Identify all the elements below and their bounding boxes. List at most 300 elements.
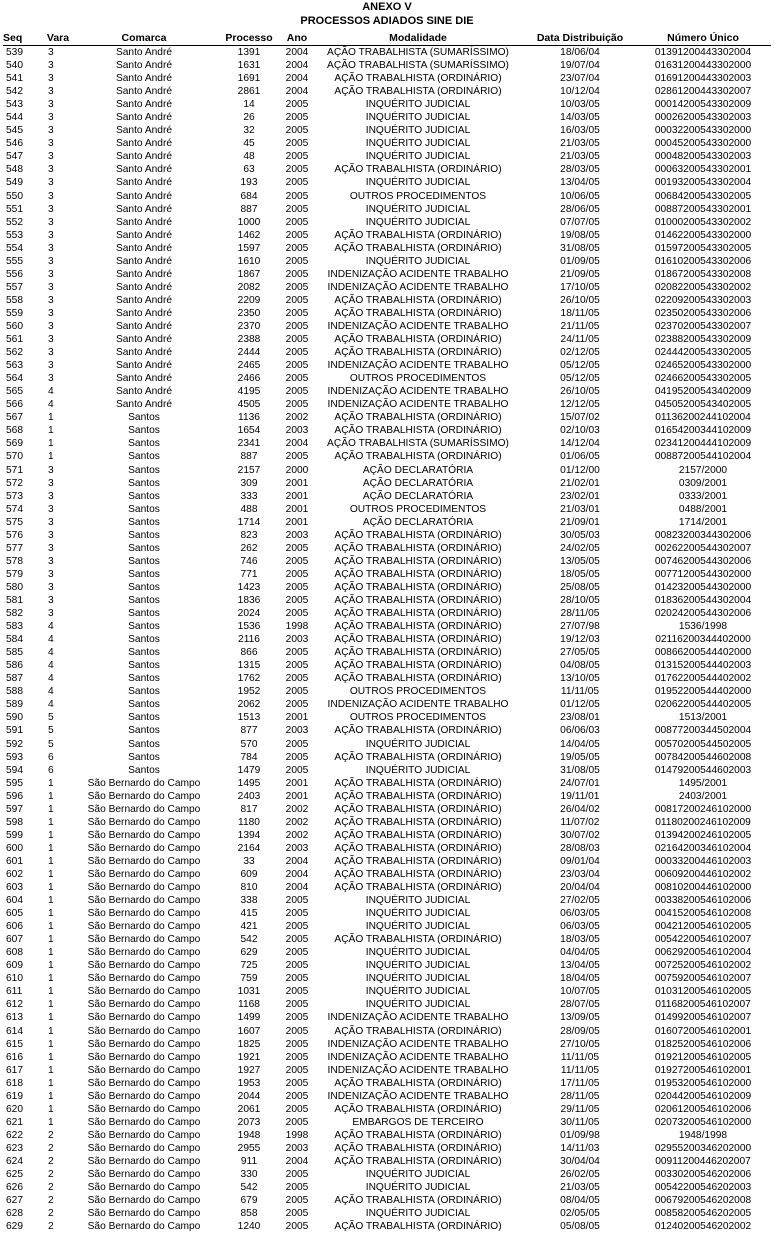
cell-vara: 1 [48, 1064, 54, 1076]
annex-title: ANEXO V [362, 1, 412, 13]
cell-seq: 611 [6, 986, 23, 998]
cell-comarca: Santos [128, 477, 160, 489]
cell-ano: 2005 [285, 1182, 309, 1194]
table-row [3, 555, 771, 568]
column-header-numero-unico: Número Único [667, 32, 739, 44]
cell-data-distribuicao: 13/09/05 [560, 1012, 600, 1024]
cell-numero-unico: 01867200543302008 [654, 268, 752, 280]
annex-subtitle: PROCESSOS ADIADOS SINE DIE [300, 15, 474, 27]
cell-data-distribuicao: 27/02/05 [560, 895, 600, 907]
cell-data-distribuicao: 04/08/05 [560, 660, 600, 672]
cell-comarca: Santo André [115, 281, 173, 293]
cell-seq: 606 [6, 921, 23, 933]
cell-data-distribuicao: 21/09/05 [560, 268, 600, 280]
cell-processo: 2955 [237, 1142, 261, 1154]
cell-comarca: São Bernardo do Campo [87, 1221, 201, 1233]
cell-modalidade: INQUÉRITO JUDICIAL [365, 216, 471, 228]
cell-ano: 2005 [285, 399, 309, 411]
cell-modalidade: AÇÃO TRABALHISTA (ORDINÁRIO) [334, 934, 502, 946]
cell-numero-unico: 01952200544402000 [654, 686, 752, 698]
cell-ano: 2001 [285, 490, 309, 502]
table-row [3, 803, 771, 816]
cell-data-distribuicao: 21/03/05 [560, 1182, 600, 1194]
cell-vara: 4 [48, 621, 54, 633]
cell-seq: 604 [6, 895, 23, 907]
cell-numero-unico: 02465200543302000 [654, 360, 752, 372]
cell-vara: 3 [48, 529, 54, 541]
cell-numero-unico: 01240200546202002 [654, 1221, 752, 1233]
cell-numero-unico: 00542200546102007 [654, 934, 752, 946]
cell-seq: 616 [6, 1051, 23, 1063]
cell-comarca: São Bernardo do Campo [87, 1090, 201, 1102]
cell-numero-unico: 00415200546102008 [654, 908, 752, 920]
cell-vara: 2 [48, 1208, 54, 1220]
cell-ano: 2005 [285, 986, 309, 998]
cell-data-distribuicao: 25/08/05 [560, 581, 600, 593]
cell-numero-unico: 01423200544302000 [654, 581, 752, 593]
cell-modalidade: AÇÃO TRABALHISTA (ORDINÁRIO) [334, 660, 502, 672]
cell-modalidade: OUTROS PROCEDIMENTOS [349, 686, 487, 698]
table-row [3, 646, 771, 659]
cell-ano: 2001 [285, 777, 309, 789]
cell-processo: 14 [243, 99, 255, 111]
cell-ano: 2000 [285, 464, 309, 476]
table-row [3, 998, 771, 1011]
cell-data-distribuicao: 28/07/05 [560, 999, 600, 1011]
cell-numero-unico: 00823200344302006 [654, 529, 752, 541]
cell-modalidade: AÇÃO TRABALHISTA (ORDINÁRIO) [334, 1103, 502, 1115]
cell-data-distribuicao: 05/12/05 [560, 360, 600, 372]
cell-vara: 5 [48, 738, 54, 750]
cell-modalidade: AÇÃO TRABALHISTA (ORDINÁRIO) [334, 882, 502, 894]
cell-modalidade: OUTROS PROCEDIMENTOS [349, 503, 487, 515]
table-row [3, 529, 771, 542]
cell-data-distribuicao: 09/01/04 [560, 855, 600, 867]
cell-ano: 2005 [285, 1051, 309, 1063]
cell-ano: 2005 [285, 594, 309, 606]
cell-processo: 2403 [237, 790, 261, 802]
cell-vara: 3 [48, 334, 54, 346]
cell-processo: 759 [240, 973, 258, 985]
cell-data-distribuicao: 21/03/05 [560, 138, 600, 150]
cell-processo: 570 [240, 738, 258, 750]
cell-seq: 579 [6, 568, 23, 580]
cell-comarca: Santos [128, 634, 160, 646]
cell-ano: 2001 [285, 790, 309, 802]
cell-modalidade: AÇÃO TRABALHISTA (ORDINÁRIO) [334, 1025, 502, 1037]
cell-modalidade: AÇÃO TRABALHISTA (ORDINÁRIO) [334, 1195, 502, 1207]
cell-vara: 3 [48, 490, 54, 502]
cell-numero-unico: 01836200544302004 [654, 594, 752, 606]
cell-processo: 542 [240, 934, 258, 946]
cell-vara: 3 [48, 216, 54, 228]
cell-seq: 623 [6, 1142, 23, 1154]
cell-comarca: São Bernardo do Campo [87, 829, 201, 841]
cell-processo: 2073 [237, 1116, 261, 1128]
cell-modalidade: INQUÉRITO JUDICIAL [365, 255, 471, 267]
cell-modalidade: AÇÃO TRABALHISTA (ORDINÁRIO) [334, 242, 502, 254]
cell-comarca: São Bernardo do Campo [87, 855, 201, 867]
cell-modalidade: AÇÃO TRABALHISTA (ORDINÁRIO) [334, 829, 502, 841]
table-row [3, 346, 771, 359]
cell-data-distribuicao: 05/08/05 [560, 1221, 600, 1233]
cell-modalidade: INDENIZAÇÃO ACIDENTE TRABALHO [327, 268, 509, 280]
cell-seq: 602 [6, 868, 23, 880]
cell-numero-unico: 02164200346102004 [654, 842, 752, 854]
cell-data-distribuicao: 21/09/01 [560, 516, 600, 528]
table-row [3, 751, 771, 764]
cell-processo: 4505 [237, 399, 261, 411]
cell-data-distribuicao: 06/03/05 [560, 908, 600, 920]
cell-seq: 543 [6, 99, 23, 111]
cell-data-distribuicao: 23/02/01 [560, 490, 600, 502]
cell-processo: 1714 [237, 516, 261, 528]
cell-data-distribuicao: 13/05/05 [560, 555, 600, 567]
cell-seq: 629 [6, 1221, 23, 1233]
table-row [3, 1077, 771, 1090]
cell-comarca: Santo André [115, 242, 173, 254]
cell-vara: 3 [48, 229, 54, 241]
cell-vara: 3 [48, 542, 54, 554]
cell-data-distribuicao: 26/10/05 [560, 386, 600, 398]
cell-vara: 1 [48, 1077, 54, 1089]
cell-data-distribuicao: 01/09/98 [560, 1129, 600, 1141]
table-row [3, 294, 771, 307]
cell-ano: 2001 [285, 503, 309, 515]
cell-processo: 1168 [238, 999, 260, 1011]
cell-processo: 2444 [237, 347, 261, 359]
cell-processo: 2350 [237, 307, 261, 319]
cell-data-distribuicao: 26/10/05 [560, 294, 600, 306]
cell-data-distribuicao: 05/12/05 [560, 373, 600, 385]
cell-ano: 2005 [285, 999, 309, 1011]
cell-comarca: Santo André [115, 229, 173, 241]
cell-processo: 542 [240, 1182, 258, 1194]
cell-seq: 584 [6, 634, 23, 646]
table-row [3, 411, 771, 424]
cell-numero-unico: 02044200546102009 [654, 1090, 752, 1102]
table-row [3, 764, 771, 777]
cell-ano: 2005 [285, 1169, 309, 1181]
table-row [3, 907, 771, 920]
cell-modalidade: INDENIZAÇÃO ACIDENTE TRABALHO [327, 386, 509, 398]
cell-vara: 3 [48, 177, 54, 189]
cell-modalidade: AÇÃO TRABALHISTA (ORDINÁRIO) [334, 529, 502, 541]
cell-ano: 2005 [285, 321, 309, 332]
cell-ano: 2005 [285, 542, 309, 554]
cell-numero-unico: 00810200446102000 [654, 882, 752, 894]
cell-vara: 3 [48, 255, 54, 267]
cell-data-distribuicao: 13/04/05 [560, 177, 600, 189]
cell-ano: 2005 [285, 660, 309, 672]
cell-ano: 2005 [285, 451, 309, 463]
cell-processo: 1462 [237, 229, 261, 241]
cell-comarca: São Bernardo do Campo [87, 1156, 201, 1167]
cell-data-distribuicao: 13/10/05 [560, 673, 600, 685]
cell-comarca: Santos [128, 438, 160, 450]
cell-comarca: Santo André [115, 373, 173, 385]
cell-numero-unico: 02955200346202000 [654, 1142, 752, 1154]
cell-comarca: Santo André [115, 294, 173, 306]
table-row [3, 85, 771, 98]
cell-ano: 2001 [285, 516, 309, 528]
cell-numero-unico: 02116200344402000 [655, 634, 751, 646]
table-row [3, 359, 771, 372]
cell-processo: 1631 [237, 60, 261, 72]
cell-ano: 2002 [285, 829, 309, 841]
cell-numero-unico: 00784200544602008 [654, 751, 752, 763]
cell-numero-unico: 02024200544302006 [654, 608, 752, 620]
table-row [3, 985, 771, 998]
cell-processo: 33 [243, 855, 255, 867]
cell-processo: 2062 [237, 699, 261, 711]
cell-numero-unico: 01654200344102009 [654, 425, 752, 437]
cell-numero-unico: 01031200546102005 [654, 986, 752, 998]
table-row [3, 281, 771, 294]
cell-vara: 3 [48, 112, 54, 124]
cell-vara: 3 [48, 125, 54, 137]
cell-comarca: Santos [128, 464, 160, 476]
cell-comarca: Santos [128, 451, 160, 463]
cell-processo: 26 [243, 112, 255, 124]
cell-ano: 2005 [285, 699, 309, 711]
table-row [3, 790, 771, 803]
cell-ano: 2003 [285, 529, 309, 541]
cell-seq: 592 [6, 738, 23, 750]
cell-modalidade: AÇÃO TRABALHISTA (ORDINÁRIO) [334, 425, 502, 437]
cell-seq: 568 [6, 425, 23, 437]
cell-seq: 624 [6, 1156, 23, 1167]
cell-numero-unico: 01597200543302005 [654, 242, 752, 254]
cell-vara: 3 [48, 242, 54, 254]
cell-ano: 2005 [285, 764, 309, 776]
cell-numero-unico: 01499200546102007 [654, 1012, 752, 1024]
table-row [3, 307, 771, 320]
cell-comarca: Santo André [115, 112, 173, 124]
table-row [3, 398, 771, 411]
cell-vara: 3 [48, 608, 54, 620]
cell-data-distribuicao: 23/03/04 [560, 868, 600, 880]
cell-processo: 1654 [237, 425, 261, 437]
cell-seq: 557 [6, 281, 23, 293]
cell-ano: 2003 [285, 725, 309, 737]
cell-comarca: Santos [128, 699, 160, 711]
cell-seq: 627 [6, 1195, 23, 1207]
cell-comarca: São Bernardo do Campo [87, 1012, 201, 1024]
cell-processo: 1391 [237, 47, 261, 59]
cell-ano: 2005 [285, 203, 309, 215]
cell-ano: 2004 [285, 47, 309, 59]
cell-data-distribuicao: 07/07/05 [560, 216, 600, 228]
cell-ano: 2005 [285, 125, 309, 137]
cell-comarca: Santo André [115, 334, 173, 346]
cell-ano: 2005 [285, 673, 309, 685]
cell-vara: 1 [48, 842, 54, 854]
table-row [3, 46, 771, 60]
cell-modalidade: INQUÉRITO JUDICIAL [365, 138, 471, 150]
cell-processo: 784 [240, 751, 258, 763]
cell-seq: 567 [6, 412, 23, 424]
cell-vara: 1 [48, 986, 54, 998]
cell-vara: 1 [48, 829, 54, 841]
cell-ano: 2005 [285, 1012, 309, 1024]
cell-comarca: Santos [128, 751, 160, 763]
cell-vara: 3 [48, 268, 54, 280]
column-header-seq: Seq [3, 32, 23, 44]
cell-numero-unico: 01391200443302004 [654, 47, 752, 59]
cell-processo: 771 [240, 568, 258, 580]
cell-comarca: Santos [128, 621, 160, 633]
cell-data-distribuicao: 26/02/05 [560, 1169, 600, 1181]
cell-seq: 587 [6, 673, 23, 685]
cell-numero-unico: 02466200543302005 [654, 373, 752, 385]
cell-ano: 2005 [285, 373, 309, 385]
table-row [3, 920, 771, 933]
cell-ano: 2005 [285, 268, 309, 280]
table-row [3, 163, 771, 176]
cell-processo: 2164 [237, 842, 261, 854]
cell-processo: 629 [240, 947, 258, 959]
cell-numero-unico: 00045200543302000 [654, 138, 752, 150]
cell-vara: 3 [48, 477, 54, 489]
cell-seq: 593 [6, 751, 23, 763]
cell-ano: 2005 [285, 947, 309, 959]
cell-ano: 2005 [285, 1025, 309, 1037]
cell-comarca: Santos [128, 412, 160, 424]
cell-processo: 887 [240, 451, 258, 463]
cell-modalidade: AÇÃO TRABALHISTA (ORDINÁRIO) [334, 1129, 502, 1141]
cell-processo: 421 [240, 921, 258, 933]
cell-data-distribuicao: 18/03/05 [560, 934, 600, 946]
cell-vara: 5 [48, 725, 54, 737]
cell-seq: 569 [6, 438, 23, 450]
cell-processo: 309 [240, 477, 258, 489]
cell-data-distribuicao: 11/11/05 [560, 686, 600, 698]
cell-comarca: Santo André [115, 177, 173, 189]
table-row [3, 385, 771, 398]
cell-vara: 1 [48, 451, 54, 463]
cell-ano: 2003 [285, 1142, 309, 1154]
cell-comarca: Santo André [115, 321, 173, 332]
cell-modalidade: INDENIZAÇÃO ACIDENTE TRABALHO [327, 1090, 509, 1102]
cell-processo: 2861 [237, 86, 261, 98]
cell-comarca: São Bernardo do Campo [87, 895, 201, 907]
cell-numero-unico: 2403/2001 [678, 790, 728, 802]
cell-vara: 1 [48, 412, 54, 424]
cell-seq: 554 [6, 242, 23, 254]
cell-seq: 566 [6, 399, 23, 411]
cell-numero-unico: 0488/2001 [678, 503, 728, 515]
cell-numero-unico: 00609200446102002 [654, 868, 752, 880]
cell-ano: 2005 [285, 1221, 309, 1233]
cell-modalidade: AÇÃO TRABALHISTA (ORDINÁRIO) [334, 777, 502, 789]
cell-seq: 620 [6, 1103, 23, 1115]
cell-seq: 614 [6, 1025, 23, 1037]
cell-numero-unico: 2157/2000 [678, 464, 728, 476]
table-row [3, 868, 771, 881]
cell-numero-unico: 00877200344502004 [654, 725, 752, 737]
cell-numero-unico: 01000200543302002 [654, 216, 752, 228]
column-header-ano: Ano [286, 32, 308, 44]
table-row [3, 503, 771, 516]
cell-modalidade: AÇÃO TRABALHISTA (ORDINÁRIO) [334, 608, 502, 620]
cell-numero-unico: 01462200543302000 [654, 229, 752, 241]
cell-comarca: Santos [128, 608, 160, 620]
cell-vara: 3 [48, 73, 54, 85]
cell-ano: 2005 [285, 164, 309, 176]
cell-ano: 2003 [285, 842, 309, 854]
cell-data-distribuicao: 28/08/03 [560, 842, 600, 854]
cell-data-distribuicao: 14/12/04 [560, 438, 600, 450]
cell-comarca: Santo André [115, 164, 173, 176]
table-row [3, 933, 771, 946]
cell-seq: 544 [6, 112, 23, 124]
cell-data-distribuicao: 02/12/05 [560, 347, 600, 359]
cell-vara: 3 [48, 307, 54, 319]
cell-modalidade: INQUÉRITO JUDICIAL [365, 177, 471, 189]
table-row [3, 777, 771, 790]
cell-seq: 595 [6, 777, 23, 789]
table-row [3, 203, 771, 216]
cell-processo: 4195 [237, 386, 261, 398]
cell-processo: 1921 [237, 1051, 261, 1063]
cell-numero-unico: 01136200244102004 [655, 412, 751, 424]
cell-ano: 2005 [285, 555, 309, 567]
table-row [3, 124, 771, 137]
cell-comarca: São Bernardo do Campo [87, 1142, 201, 1154]
cell-data-distribuicao: 19/12/03 [560, 634, 600, 646]
cell-seq: 622 [6, 1129, 23, 1141]
cell-vara: 2 [48, 1221, 54, 1233]
cell-modalidade: AÇÃO TRABALHISTA (ORDINÁRIO) [334, 842, 502, 854]
cell-processo: 1180 [238, 816, 260, 828]
cell-processo: 1136 [238, 412, 260, 424]
table-row [3, 98, 771, 111]
cell-processo: 1762 [237, 673, 261, 685]
cell-data-distribuicao: 29/11/05 [560, 1103, 600, 1115]
table-row [3, 659, 771, 672]
cell-modalidade: INQUÉRITO JUDICIAL [365, 125, 471, 137]
cell-seq: 542 [6, 86, 23, 98]
table-row [3, 842, 771, 855]
cell-numero-unico: 00570200544502005 [654, 738, 752, 750]
cell-data-distribuicao: 21/03/05 [560, 151, 600, 163]
cell-ano: 2005 [285, 751, 309, 763]
cell-ano: 2004 [285, 855, 309, 867]
cell-ano: 2005 [285, 686, 309, 698]
cell-modalidade: AÇÃO TRABALHISTA (SUMARÍSSIMO) [327, 60, 509, 72]
cell-modalidade: AÇÃO TRABALHISTA (ORDINÁRIO) [334, 334, 502, 346]
cell-data-distribuicao: 11/07/02 [560, 816, 600, 828]
table-row [3, 477, 771, 490]
cell-processo: 1240 [237, 1221, 261, 1233]
cell-comarca: Santos [128, 425, 160, 437]
table-row [3, 464, 771, 477]
cell-vara: 1 [48, 777, 54, 789]
cell-ano: 2003 [285, 425, 309, 437]
cell-vara: 2 [48, 1169, 54, 1181]
cell-modalidade: INQUÉRITO JUDICIAL [365, 1169, 471, 1181]
cell-numero-unico: 01479200544602003 [654, 764, 752, 776]
cell-ano: 2003 [285, 634, 309, 646]
cell-comarca: São Bernardo do Campo [87, 777, 201, 789]
cell-modalidade: AÇÃO TRABALHISTA (ORDINÁRIO) [334, 542, 502, 554]
cell-numero-unico: 02061200546102006 [654, 1103, 752, 1115]
cell-modalidade: OUTROS PROCEDIMENTOS [349, 712, 487, 724]
cell-seq: 628 [6, 1208, 23, 1220]
cell-modalidade: AÇÃO TRABALHISTA (ORDINÁRIO) [334, 307, 502, 319]
cell-numero-unico: 00725200546102002 [654, 960, 752, 972]
